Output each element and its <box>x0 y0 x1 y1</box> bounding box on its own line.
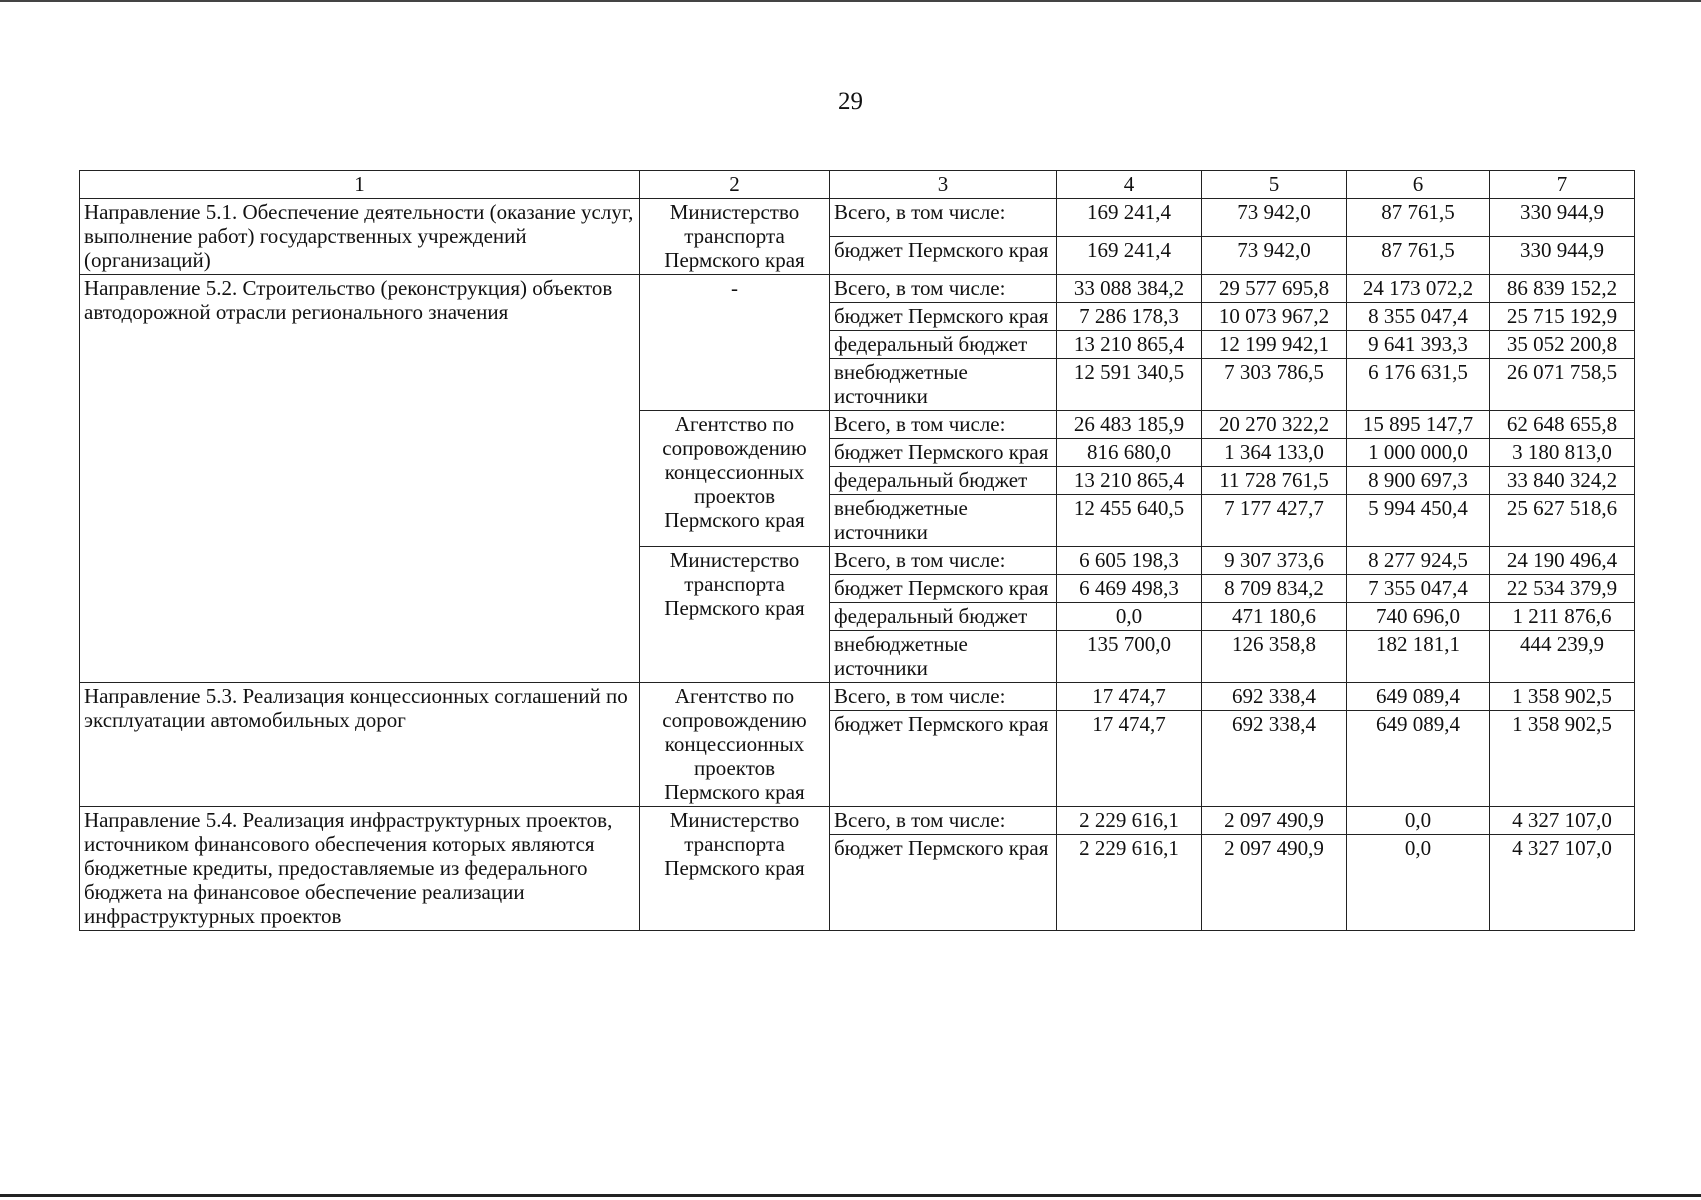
value-cell: 1 358 902,5 <box>1490 711 1635 807</box>
value-cell: 7 177 427,7 <box>1202 495 1347 547</box>
header-cell: 3 <box>830 171 1057 199</box>
direction-5-1-title: Направление 5.1. Обеспечение деятельности (оказание услуг, выполнение работ) государственных учреждений (организаций) <box>80 199 640 275</box>
value-cell: 4 327 107,0 <box>1490 835 1635 931</box>
value-cell: 25 627 518,6 <box>1490 495 1635 547</box>
source-label: федеральный бюджет <box>830 467 1057 495</box>
value-cell: 330 944,9 <box>1490 199 1635 237</box>
source-label: бюджет Пермского края <box>830 575 1057 603</box>
value-cell: 33 840 324,2 <box>1490 467 1635 495</box>
source-label: Всего, в том числе: <box>830 411 1057 439</box>
value-cell: 169 241,4 <box>1057 237 1202 275</box>
org-cell: Министерство транспорта Пермского края <box>640 199 830 275</box>
header-cell: 4 <box>1057 171 1202 199</box>
value-cell: 5 994 450,4 <box>1347 495 1490 547</box>
value-cell: 126 358,8 <box>1202 631 1347 683</box>
value-cell: 73 942,0 <box>1202 237 1347 275</box>
value-cell: 1 211 876,6 <box>1490 603 1635 631</box>
value-cell: 3 180 813,0 <box>1490 439 1635 467</box>
table-row <box>80 683 1635 711</box>
source-label: Всего, в том числе: <box>830 547 1057 575</box>
value-cell: 444 239,9 <box>1490 631 1635 683</box>
value-cell: 13 210 865,4 <box>1057 467 1202 495</box>
value-cell: 87 761,5 <box>1347 199 1490 237</box>
value-cell: 0,0 <box>1057 603 1202 631</box>
value-cell: 649 089,4 <box>1347 683 1490 711</box>
value-cell: 330 944,9 <box>1490 237 1635 275</box>
org-cell: Агентство по сопровождению концессионных проектов Пермского края <box>640 683 830 807</box>
value-cell: 12 455 640,5 <box>1057 495 1202 547</box>
value-cell: 2 229 616,1 <box>1057 807 1202 835</box>
source-label: бюджет Пермского края <box>830 711 1057 807</box>
value-cell: 7 355 047,4 <box>1347 575 1490 603</box>
header-row <box>80 171 1635 199</box>
page-number: 29 <box>838 88 863 115</box>
value-cell: 10 073 967,2 <box>1202 303 1347 331</box>
value-cell: 1 358 902,5 <box>1490 683 1635 711</box>
source-label: внебюджетные источники <box>830 495 1057 547</box>
direction-5-2-title: Направление 5.2. Строительство (реконструкция) объектов автодорожной отрасли регионального значения <box>80 275 640 683</box>
value-cell: 0,0 <box>1347 835 1490 931</box>
org-cell: Агентство по сопровождению концессионных проектов Пермского края <box>640 411 830 547</box>
value-cell: 62 648 655,8 <box>1490 411 1635 439</box>
value-cell: 26 483 185,9 <box>1057 411 1202 439</box>
value-cell: 24 190 496,4 <box>1490 547 1635 575</box>
table-row <box>80 199 1635 237</box>
value-cell: 26 071 758,5 <box>1490 359 1635 411</box>
source-label: бюджет Пермского края <box>830 237 1057 275</box>
source-label: бюджет Пермского края <box>830 303 1057 331</box>
budget-table <box>79 170 1635 931</box>
value-cell: 20 270 322,2 <box>1202 411 1347 439</box>
value-cell: 15 895 147,7 <box>1347 411 1490 439</box>
value-cell: 8 355 047,4 <box>1347 303 1490 331</box>
table-row <box>80 275 1635 303</box>
scan-bottom-edge <box>0 1194 1701 1197</box>
value-cell: 4 327 107,0 <box>1490 807 1635 835</box>
value-cell: 8 277 924,5 <box>1347 547 1490 575</box>
source-label: внебюджетные источники <box>830 631 1057 683</box>
org-cell: Министерство транспорта Пермского края <box>640 807 830 931</box>
value-cell: 2 097 490,9 <box>1202 807 1347 835</box>
source-label: Всего, в том числе: <box>830 807 1057 835</box>
value-cell: 8 900 697,3 <box>1347 467 1490 495</box>
value-cell: 73 942,0 <box>1202 199 1347 237</box>
source-label: Всего, в том числе: <box>830 199 1057 237</box>
value-cell: 13 210 865,4 <box>1057 331 1202 359</box>
value-cell: 29 577 695,8 <box>1202 275 1347 303</box>
value-cell: 182 181,1 <box>1347 631 1490 683</box>
source-label: внебюджетные источники <box>830 359 1057 411</box>
value-cell: 816 680,0 <box>1057 439 1202 467</box>
value-cell: 87 761,5 <box>1347 237 1490 275</box>
value-cell: 12 591 340,5 <box>1057 359 1202 411</box>
value-cell: 6 605 198,3 <box>1057 547 1202 575</box>
source-label: бюджет Пермского края <box>830 835 1057 931</box>
value-cell: 135 700,0 <box>1057 631 1202 683</box>
value-cell: 2 097 490,9 <box>1202 835 1347 931</box>
value-cell: 25 715 192,9 <box>1490 303 1635 331</box>
value-cell: 2 229 616,1 <box>1057 835 1202 931</box>
value-cell: 9 307 373,6 <box>1202 547 1347 575</box>
value-cell: 17 474,7 <box>1057 711 1202 807</box>
value-cell: 692 338,4 <box>1202 683 1347 711</box>
org-cell: - <box>640 275 830 411</box>
header-cell: 2 <box>640 171 830 199</box>
value-cell: 17 474,7 <box>1057 683 1202 711</box>
source-label: Всего, в том числе: <box>830 683 1057 711</box>
value-cell: 1 364 133,0 <box>1202 439 1347 467</box>
value-cell: 33 088 384,2 <box>1057 275 1202 303</box>
header-cell: 7 <box>1490 171 1635 199</box>
value-cell: 7 286 178,3 <box>1057 303 1202 331</box>
value-cell: 11 728 761,5 <box>1202 467 1347 495</box>
value-cell: 649 089,4 <box>1347 711 1490 807</box>
value-cell: 35 052 200,8 <box>1490 331 1635 359</box>
direction-5-3-title: Направление 5.3. Реализация концессионных соглашений по эксплуатации автомобильных дорог <box>80 683 640 807</box>
table-row <box>80 807 1635 835</box>
direction-5-4-title: Направление 5.4. Реализация инфраструктурных проектов, источником финансового обеспечения которых являются бюджетные кредиты, предоставляемые из федерального бюджета на финансовое обеспечение реализации инфраструктурных проектов <box>80 807 640 931</box>
value-cell: 740 696,0 <box>1347 603 1490 631</box>
value-cell: 7 303 786,5 <box>1202 359 1347 411</box>
value-cell: 24 173 072,2 <box>1347 275 1490 303</box>
value-cell: 86 839 152,2 <box>1490 275 1635 303</box>
value-cell: 6 469 498,3 <box>1057 575 1202 603</box>
value-cell: 22 534 379,9 <box>1490 575 1635 603</box>
scan-top-edge <box>0 0 1701 2</box>
header-cell: 6 <box>1347 171 1490 199</box>
value-cell: 9 641 393,3 <box>1347 331 1490 359</box>
source-label: федеральный бюджет <box>830 331 1057 359</box>
header-cell: 1 <box>80 171 640 199</box>
value-cell: 0,0 <box>1347 807 1490 835</box>
header-cell: 5 <box>1202 171 1347 199</box>
value-cell: 692 338,4 <box>1202 711 1347 807</box>
source-label: Всего, в том числе: <box>830 275 1057 303</box>
value-cell: 169 241,4 <box>1057 199 1202 237</box>
value-cell: 1 000 000,0 <box>1347 439 1490 467</box>
source-label: федеральный бюджет <box>830 603 1057 631</box>
org-cell: Министерство транспорта Пермского края <box>640 547 830 683</box>
value-cell: 6 176 631,5 <box>1347 359 1490 411</box>
value-cell: 12 199 942,1 <box>1202 331 1347 359</box>
source-label: бюджет Пермского края <box>830 439 1057 467</box>
value-cell: 471 180,6 <box>1202 603 1347 631</box>
value-cell: 8 709 834,2 <box>1202 575 1347 603</box>
